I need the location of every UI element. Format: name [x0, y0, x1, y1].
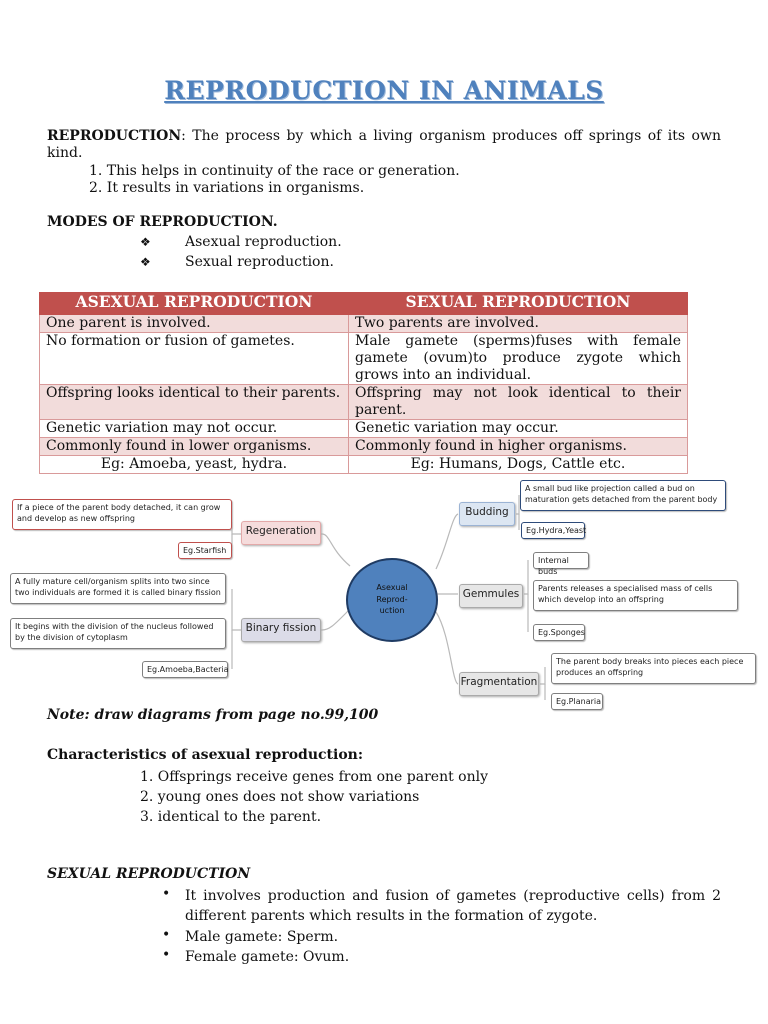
table-cell: Male gamete (sperms)fuses with female gamete (ovum)to produce zygote which grows into an individual. — [349, 333, 688, 385]
characteristic-item: 3. identical to the parent. — [140, 809, 322, 825]
reproduction-definition — [47, 128, 721, 162]
table-cell: Offspring may not look identical to their parent. — [349, 385, 688, 420]
center-label-line: Reprod- — [376, 594, 408, 604]
regeneration-description: If a piece of the parent body detached, it can grow and develop as new offspring — [12, 499, 232, 530]
table-cell: Genetic variation may occur. — [349, 420, 688, 438]
intro-point-1: 1. This helps in continuity of the race or generation. — [89, 163, 460, 179]
table-cell: Commonly found in higher organisms. — [349, 438, 688, 456]
table-cell: Two parents are involved. — [349, 315, 688, 333]
budding-node: Budding — [459, 502, 515, 526]
bullet-icon: • — [162, 947, 171, 963]
table-row — [40, 315, 688, 333]
sexual-reproduction-heading: SEXUAL REPRODUCTION — [47, 866, 251, 882]
table-cell: No formation or fusion of gametes. — [40, 333, 349, 385]
mode-item-asexual: Asexual reproduction. — [185, 234, 342, 250]
regeneration-example: Eg.Starfish — [178, 542, 232, 559]
gemmules-description: Parents releases a specialised mass of cells which develop into an offspring — [533, 580, 738, 611]
definition-term: REPRODUCTION — [47, 128, 182, 144]
note-text: Note: draw diagrams from page no.99,100 — [47, 707, 379, 723]
bullet-icon: • — [162, 927, 171, 943]
page-title: REPRODUCTION IN ANIMALS — [164, 76, 604, 105]
binary-fission-node: Binary fission — [241, 618, 321, 642]
binary-fission-process: It begins with the division of the nucleus followed by the division of cytoplasm — [10, 618, 226, 649]
sexual-point: Male gamete: Sperm. — [185, 929, 339, 945]
diamond-bullet-icon: ❖ — [140, 235, 151, 249]
characteristic-item: 2. young ones does not show variations — [140, 789, 420, 805]
table-row — [40, 333, 688, 385]
comparison-table — [39, 292, 688, 474]
center-label — [362, 582, 422, 617]
table-cell: Eg: Amoeba, yeast, hydra. — [40, 456, 349, 474]
header-sexual: SEXUAL REPRODUCTION — [349, 293, 688, 315]
fragmentation-example: Eg.Planaria — [551, 693, 603, 710]
center-label-line: Asexual — [376, 583, 408, 592]
sexual-point: Female gamete: Ovum. — [185, 949, 350, 965]
gemmules-example: Eg.Sponges — [533, 624, 585, 641]
binary-fission-description: A fully mature cell/organism splits into two since two individuals are formed it is called binary fission — [10, 573, 226, 604]
characteristics-heading: Characteristics of asexual reproduction: — [47, 747, 364, 763]
regeneration-node: Regeneration — [241, 521, 321, 545]
sexual-point: It involves production and fusion of gametes (reproductive cells) from 2 different parents which results in the formation of zygote. — [185, 888, 721, 924]
table-cell: One parent is involved. — [40, 315, 349, 333]
fragmentation-node: Fragmentation — [459, 672, 539, 696]
mode-item-sexual: Sexual reproduction. — [185, 254, 334, 270]
definition-text: : The process by which a living organism produces off springs of its own kind. — [47, 128, 721, 161]
center-label-line: uction — [379, 606, 405, 615]
header-asexual: ASEXUAL REPRODUCTION — [40, 293, 349, 315]
table-cell: Offspring looks identical to their parents. — [40, 385, 349, 420]
table-header-row — [40, 293, 688, 315]
budding-description: A small bud like projection called a bud on maturation gets detached from the parent body — [520, 480, 726, 511]
binary-fission-example: Eg.Amoeba,Bacteria — [142, 661, 228, 678]
gemmules-internal-buds: Internal buds — [533, 552, 589, 569]
bullet-icon: • — [162, 886, 171, 902]
table-row — [40, 438, 688, 456]
intro-point-2: 2. It results in variations in organisms. — [89, 180, 365, 196]
characteristic-item: 1. Offsprings receive genes from one parent only — [140, 769, 488, 785]
asexual-mind-map — [0, 474, 768, 700]
modes-heading: MODES OF REPRODUCTION. — [47, 214, 278, 230]
diamond-bullet-icon: ❖ — [140, 255, 151, 269]
table-cell: Genetic variation may not occur. — [40, 420, 349, 438]
table-row — [40, 420, 688, 438]
table-row — [40, 456, 688, 474]
budding-example: Eg.Hydra,Yeast — [521, 522, 585, 539]
table-row — [40, 385, 688, 420]
fragmentation-description: The parent body breaks into pieces each piece produces an offspring — [551, 653, 756, 684]
gemmules-node: Gemmules — [459, 584, 523, 608]
table-cell: Commonly found in lower organisms. — [40, 438, 349, 456]
table-cell: Eg: Humans, Dogs, Cattle etc. — [349, 456, 688, 474]
